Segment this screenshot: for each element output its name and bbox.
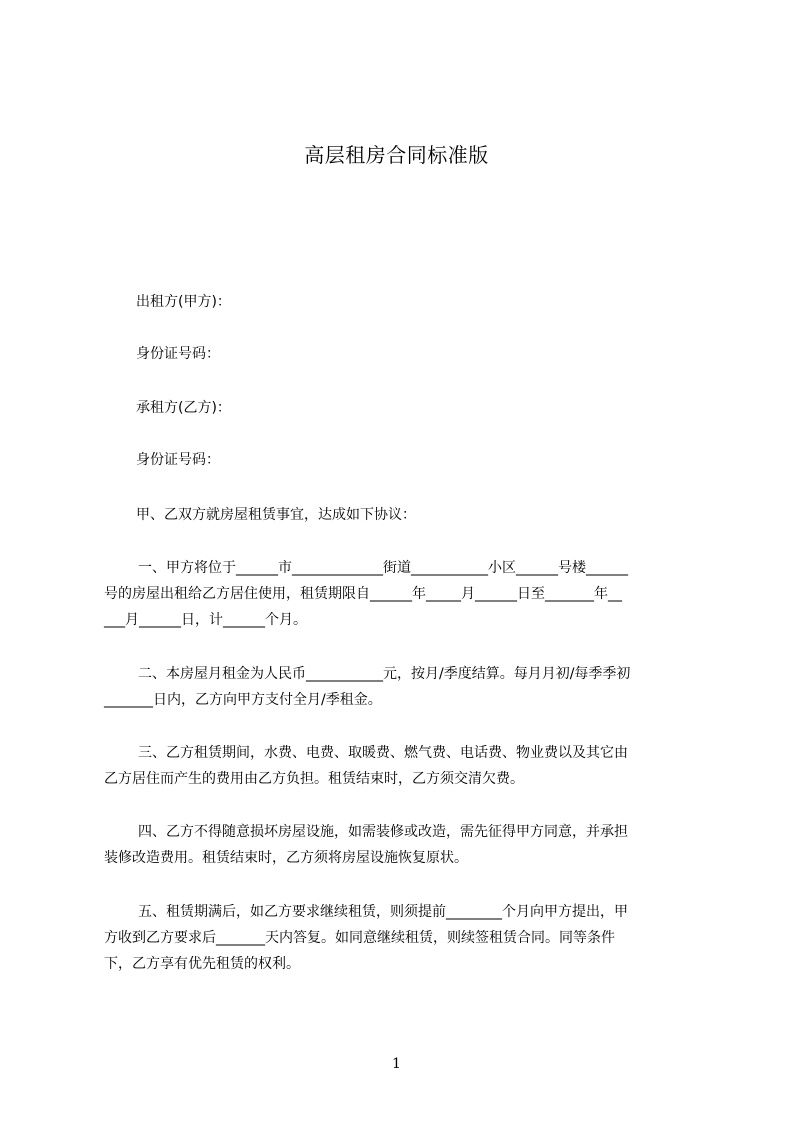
clause-1 (104, 555, 704, 633)
clause-5-line-1: 五、租赁期满后，如乙方要求继续租赁，则须提前________个月向甲方提出，甲 (138, 904, 628, 920)
clause-4 (104, 819, 704, 871)
clause-5-line-2: 方收到乙方要求后_______天内答复。如同意继续租赁，则续签租赁合同。同等条件 (104, 930, 615, 946)
agreement-intro: 甲、乙双方就房屋租赁事宜，达成如下协议： (136, 507, 416, 523)
clause-2-line-1: 二、本房屋月租金为人民币___________元，按月/季度结算。每月月初/每季季初 (138, 666, 631, 682)
lessor-id-field-label: 身份证号码： (136, 346, 220, 362)
clause-3-line-1: 三、乙方租赁期间，水费、电费、取暖费、燃气费、电话费、物业费以及其它由 (138, 745, 628, 761)
lessee-field-label: 承租方(乙方)： (136, 400, 231, 416)
clause-2-line-2: _______日内，乙方向甲方支付全月/季租金。 (104, 692, 382, 708)
lessor-field-label: 出租方(甲方)： (136, 294, 231, 310)
page-number: 1 (392, 1056, 401, 1072)
document-title: 高层租房合同标准版 (304, 143, 489, 167)
clause-4-line-2: 装修改造费用。租赁结束时，乙方须将房屋设施恢复原状。 (104, 850, 468, 866)
clause-3-line-2: 乙方居住而产生的费用由乙方负担。租赁结束时，乙方须交清欠费。 (104, 771, 524, 787)
clause-4-line-1: 四、乙方不得随意损坏房屋设施，如需装修或改造，需先征得甲方同意，并承担 (138, 824, 628, 840)
clause-1-line-2: 号的房屋出租给乙方居住使用，租赁期限自______年_____月______日至_______年__ (104, 586, 622, 602)
clause-5-line-3: 下，乙方享有优先租赁的权利。 (104, 956, 300, 972)
clause-1-line-1: 一、甲方将位于______市_____________街道___________小区______号楼______ (138, 560, 628, 576)
clause-1-line-3: ___月______日，计______个月。 (104, 612, 307, 628)
clause-2 (104, 661, 704, 713)
clause-3 (104, 740, 704, 792)
clause-5 (104, 899, 704, 977)
lessee-id-field-label: 身份证号码： (136, 452, 220, 468)
